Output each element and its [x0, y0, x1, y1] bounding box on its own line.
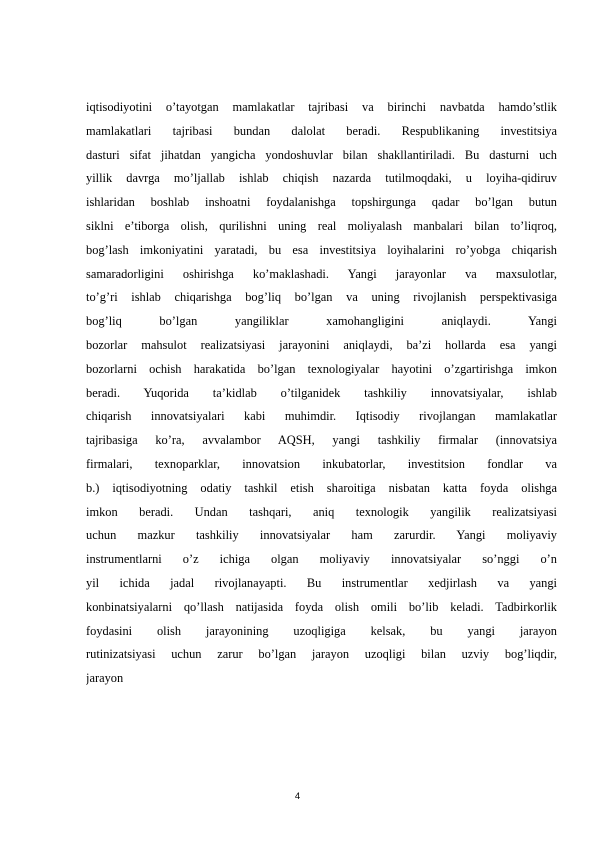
page-number: 4 — [294, 791, 301, 802]
text-line: foydasini olish jarayonining uzoqligiga kelsak, bu yangi jarayon — [86, 623, 557, 638]
text-line: jarayon — [86, 671, 124, 686]
text-line: imkon beradi. Undan tashqari, aniq texnologik yangilik realizatsiyasi — [86, 504, 557, 519]
text-line: dasturi sifat jihatdan yangicha yondoshuvlar bilan shakllantiriladi. Bu dasturni uch — [86, 147, 557, 162]
text-line: b.) iqtisodiyotning odatiy tashkil etish sharoitiga nisbatan katta foyda olishga — [86, 480, 557, 495]
text-line: rutinizatsiyasi uchun zarur bo’lgan jarayon uzoqligi bilan uzviy bog’liqdir, — [86, 647, 557, 662]
text-line: konbinatsiyalarni qo’llash natijasida foyda olish omili bo’lib keladi. Tadbirkorlik — [86, 599, 557, 614]
text-line: uchun mazkur tashkiliy innovatsiyalar ham zarurdir. Yangi moliyaviy — [86, 528, 557, 543]
text-line: beradi. Yuqorida ta’kidlab o’tilganidek tashkiliy innovatsiyalar, ishlab — [86, 385, 557, 400]
text-line: bog’lash imkoniyatini yaratadi, bu esa investitsiya loyihalarini ro’yobga chiqarish — [86, 242, 557, 257]
text-line: to’g’ri ishlab chiqarishga bog’liq bo’lgan va uning rivojlanish perspektivasiga — [86, 290, 557, 305]
text-line: bozorlar mahsulot realizatsiyasi jarayonini aniqlaydi, ba’zi hollarda esa yangi — [86, 337, 557, 352]
document-body — [86, 96, 557, 691]
text-line: ishlaridan boshlab inshoatni foydalanishga topshirgunga qadar bo’lgan butun — [86, 195, 557, 210]
text-line: tajribasiga ko’ra, avvalambor AQSH, yangi tashkiliy firmalar (innovatsiya — [86, 433, 557, 448]
text-line: bog’liq bo’lgan yangiliklar xamohangligini aniqlaydi. Yangi — [86, 314, 557, 329]
text-line: mamlakatlari tajribasi bundan dalolat beradi. Respublikaning investitsiya — [86, 123, 557, 138]
text-line: yillik davrga mo’ljallab ishlab chiqish nazarda tutilmoqdaki, u loyiha-qidiruv — [86, 171, 557, 186]
text-line: firmalari, texnoparklar, innovatsion inkubatorlar, investitsion fondlar va — [86, 456, 557, 471]
text-line: siklni e’tiborga olish, qurilishni uning real moliyalash manbalari bilan to’liqroq, — [86, 218, 557, 233]
text-line: instrumentlarni o’z ichiga olgan moliyaviy innovatsiyalar so’nggi o’n — [86, 552, 557, 567]
text-line: bozorlarni ochish harakatida bo’lgan texnologiyalar hayotini o’zgartirishga imkon — [86, 361, 557, 376]
text-line: chiqarish innovatsiyalari kabi muhimdir. Iqtisodiy rivojlangan mamlakatlar — [86, 409, 557, 424]
text-line: samaradorligini oshirishga ko’maklashadi. Yangi jarayonlar va maxsulotlar, — [86, 266, 557, 281]
text-line: iqtisodiyotini o’tayotgan mamlakatlar tajribasi va birinchi navbatda hamdo’stlik — [86, 100, 557, 114]
text-line: yil ichida jadal rivojlanayapti. Bu instrumentlar xedjirlash va yangi — [86, 575, 557, 590]
